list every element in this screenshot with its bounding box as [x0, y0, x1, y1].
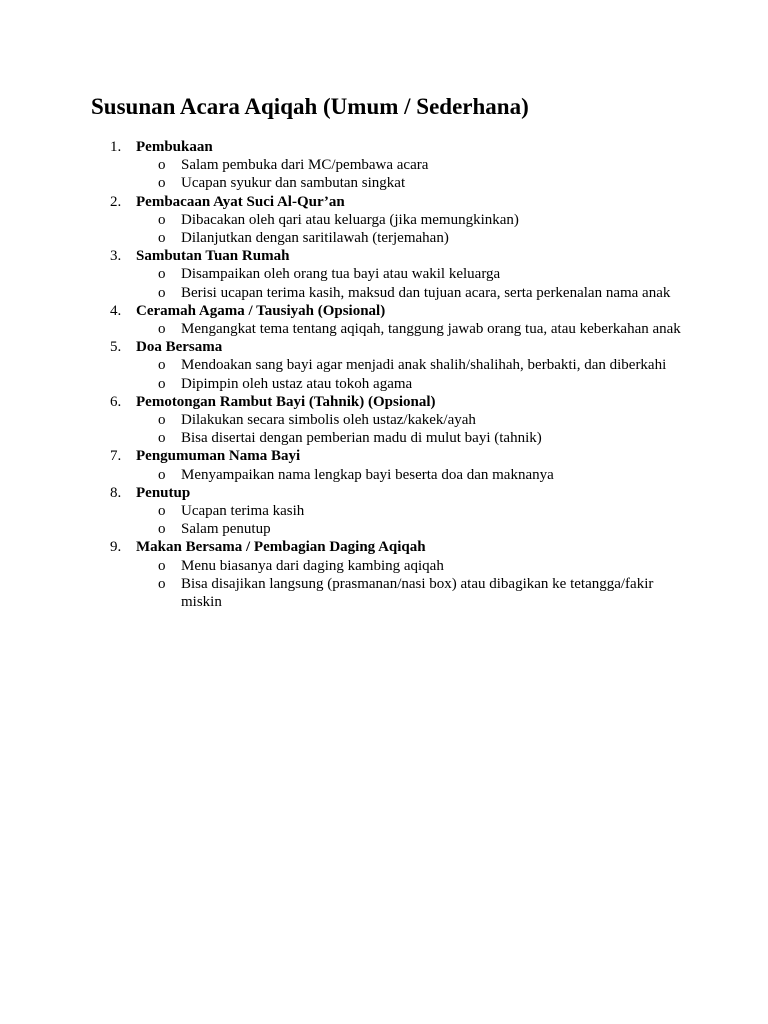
circle-bullet-icon: o — [158, 157, 166, 174]
agenda-item — [0, 447, 768, 483]
agenda-item — [0, 393, 768, 448]
circle-bullet-icon: o — [158, 175, 166, 192]
circle-bullet-icon: o — [158, 503, 166, 520]
circle-bullet-icon: o — [158, 575, 166, 592]
item-number: 1. — [110, 139, 122, 155]
item-number: 7. — [110, 448, 122, 465]
sub-item-text: Menu biasanya dari daging kambing aqiqah — [181, 557, 444, 574]
circle-bullet-icon: o — [158, 521, 166, 538]
sub-item — [0, 375, 768, 393]
sub-item-text: Bisa disajikan langsung (prasmanan/nasi box) atau dibagikan ke tetangga/fakir miskin — [181, 575, 654, 611]
sub-item-text: Dipimpin oleh ustaz atau tokoh agama — [181, 375, 413, 392]
item-title: Makan Bersama / Pembagian Daging Aqiqah — [136, 539, 426, 556]
sub-item — [0, 174, 768, 192]
circle-bullet-icon: o — [158, 211, 166, 228]
sub-item — [0, 411, 768, 429]
sub-item-text: Salam penutup — [181, 521, 271, 538]
circle-bullet-icon: o — [158, 412, 166, 429]
circle-bullet-icon: o — [158, 357, 166, 374]
item-number: 4. — [110, 302, 122, 319]
agenda-item — [0, 484, 768, 539]
sub-item-text: Berisi ucapan terima kasih, maksud dan tujuan acara, serta perkenalan nama anak — [181, 284, 671, 301]
item-title: Pemotongan Rambut Bayi (Tahnik) (Opsional) — [136, 393, 436, 410]
sub-item-text: Ucapan terima kasih — [181, 503, 305, 520]
item-title: Pembacaan Ayat Suci Al-Qur’an — [136, 193, 345, 210]
sub-item-text: Disampaikan oleh orang tua bayi atau wakil keluarga — [181, 266, 501, 283]
sub-item-text: Menyampaikan nama lengkap bayi beserta doa dan maknanya — [181, 466, 554, 483]
item-title: Pembukaan — [136, 139, 213, 155]
item-number: 3. — [110, 248, 122, 265]
sub-item-text: Bisa disertai dengan pemberian madu di mulut bayi (tahnik) — [181, 430, 542, 447]
sub-item-text: Mengangkat tema tentang aqiqah, tanggung jawab orang tua, atau keberkahan anak — [181, 321, 681, 338]
circle-bullet-icon: o — [158, 466, 166, 483]
sub-item — [0, 520, 768, 538]
item-title: Pengumuman Nama Bayi — [136, 448, 301, 465]
agenda-item — [0, 338, 768, 393]
sub-item-text: Dilanjutkan dengan saritilawah (terjemahan) — [181, 230, 449, 247]
circle-bullet-icon: o — [158, 321, 166, 338]
sub-item-text: Dibacakan oleh qari atau keluarga (jika memungkinkan) — [181, 211, 519, 228]
sub-item — [0, 156, 768, 174]
sub-item — [0, 466, 768, 484]
agenda-item — [0, 193, 768, 248]
sub-item — [0, 320, 768, 338]
item-number: 6. — [110, 393, 122, 410]
sub-item-text: Ucapan syukur dan sambutan singkat — [181, 175, 406, 192]
item-number: 8. — [110, 484, 122, 501]
sub-item — [0, 284, 768, 302]
agenda-item — [0, 538, 768, 611]
circle-bullet-icon: o — [158, 230, 166, 247]
sub-item — [0, 557, 768, 575]
item-number: 9. — [110, 539, 122, 556]
sub-item — [0, 265, 768, 283]
agenda-item — [0, 138, 768, 193]
sub-item-text: Salam pembuka dari MC/pembawa acara — [181, 157, 429, 174]
agenda-item — [0, 302, 768, 338]
sub-item — [0, 429, 768, 447]
circle-bullet-icon: o — [158, 375, 166, 392]
circle-bullet-icon: o — [158, 430, 166, 447]
agenda-list — [0, 138, 768, 611]
item-title: Sambutan Tuan Rumah — [136, 248, 290, 265]
sub-item — [0, 211, 768, 229]
sub-item-text: Dilakukan secara simbolis oleh ustaz/kakek/ayah — [181, 412, 476, 429]
circle-bullet-icon: o — [158, 557, 166, 574]
circle-bullet-icon: o — [158, 284, 166, 301]
item-number: 5. — [110, 339, 122, 356]
item-title: Ceramah Agama / Tausiyah (Opsional) — [136, 302, 386, 319]
item-title: Penutup — [136, 484, 191, 501]
document-title: Susunan Acara Aqiqah (Umum / Sederhana) — [91, 94, 529, 119]
sub-item — [0, 229, 768, 247]
sub-item-text: Mendoakan sang bayi agar menjadi anak shalih/shalihah, berbakti, dan diberkahi — [181, 357, 667, 374]
sub-item — [0, 502, 768, 520]
item-number: 2. — [110, 193, 122, 210]
item-title: Doa Bersama — [136, 339, 223, 356]
circle-bullet-icon: o — [158, 266, 166, 283]
sub-item — [0, 356, 768, 374]
sub-item — [0, 575, 768, 611]
agenda-item — [0, 247, 768, 302]
